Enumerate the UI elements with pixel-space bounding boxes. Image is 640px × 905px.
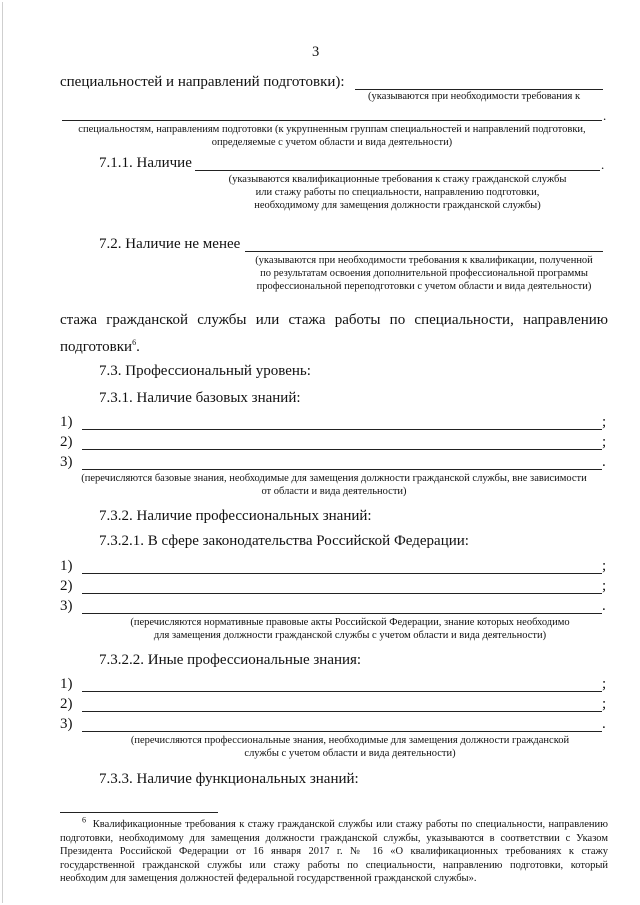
item-7322-heading: 7.3.2.2. Иные профессиональные знания:: [99, 652, 362, 668]
item-72-note-line-1: (указываются при необходимости требования к квалификации, полученной: [255, 255, 593, 266]
list-7321-num-3: 3): [60, 598, 73, 614]
footnote-6: [60, 815, 609, 886]
list-731-note: [60, 472, 608, 498]
item-732-heading: 7.3.2. Наличие профессиональных знаний:: [99, 508, 372, 524]
list-7322-note: [80, 734, 620, 760]
list-7321-note: [80, 616, 620, 642]
list-7321-note-line-1: (перечисляются нормативные правовые акты Российской Федерации, знание которых необходимо: [130, 617, 570, 628]
list-7321-num-1: 1): [60, 558, 73, 574]
stazh-line-2-text: подготовки: [60, 339, 133, 355]
item-73-heading: 7.3. Профессиональный уровень:: [99, 363, 311, 379]
item-711-note-line-3: необходимому для замещения должности гражданской службы): [254, 200, 541, 211]
list-7321-end-1: ;: [602, 558, 607, 574]
list-7322-end-3: .: [602, 716, 606, 732]
footnote-ref-6: 6: [132, 338, 137, 347]
item-7321-heading: 7.3.2.1. В сфере законодательства Российской Федерации:: [99, 533, 469, 549]
list-7321-end-3: .: [602, 598, 606, 614]
item-711-note-line-1: (указываются квалификационные требования к стажу гражданской службы: [228, 174, 567, 185]
stazh-line-2-end: .: [136, 339, 140, 355]
item-711-note: [195, 173, 600, 212]
list-7322-num-3: 3): [60, 716, 73, 732]
list-7322-num-1: 1): [60, 676, 73, 692]
item-72-note-line-3: профессиональной переподготовки с учетом области и вида деятельности): [256, 281, 592, 292]
list-731-note-line-1: (перечисляются базовые знания, необходимые для замещения должности гражданской службы, вне зависимости: [81, 473, 587, 484]
list-731-end-2: ;: [602, 434, 607, 450]
list-731-line-1: [82, 429, 602, 430]
spec-fill-line: [355, 89, 603, 90]
footnote-separator: [60, 812, 218, 813]
list-7322-line-2: [82, 711, 602, 712]
footnote-mark: 6: [82, 815, 86, 825]
list-7322-note-line-1: (перечисляются профессиональные знания, необходимые для замещения должности гражданской: [130, 735, 570, 746]
item-711-end-punct: .: [601, 157, 605, 172]
item-72-note-line-2: по результатам освоения дополнительной профессиональной программы: [260, 268, 588, 279]
list-7322-end-2: ;: [602, 696, 607, 712]
item-72-label: 7.2. Наличие не менее: [99, 236, 241, 252]
spec-end-punct: .: [603, 108, 607, 123]
list-7322-note-line-2: службы с учетом области и вида деятельности): [244, 748, 456, 759]
item-711-note-line-2: или стажу работы по специальности, направлению подготовки,: [255, 187, 540, 198]
list-731-num-1: 1): [60, 414, 73, 430]
list-731-note-line-2: от области и вида деятельности): [261, 486, 407, 497]
item-711-fill-line: [195, 170, 600, 171]
list-731-end-3: .: [602, 454, 606, 470]
item-711-label: 7.1.1. Наличие: [99, 155, 192, 171]
list-7321-line-3: [82, 613, 602, 614]
spec-lead-text: специальностей и направлений подготовки):: [60, 74, 345, 90]
spec-fill-line-2: [62, 120, 602, 121]
list-7321-num-2: 2): [60, 578, 73, 594]
list-731-num-2: 2): [60, 434, 73, 450]
page-number: 3: [312, 44, 320, 60]
stazh-line-2: [60, 339, 140, 356]
spec-note-inline: (указываются при необходимости требования к: [368, 91, 581, 102]
list-731-end-1: ;: [602, 414, 607, 430]
list-7322-end-1: ;: [602, 676, 607, 692]
item-72-fill-line: [245, 251, 603, 252]
list-7321-note-line-2: для замещения должности гражданской службы с учетом области и вида деятельности): [153, 630, 547, 641]
list-731-line-3: [82, 469, 602, 470]
footnote-text: Квалификационные требования к стажу гражданской службы или стажу работы по специальности, направлению подготовки, необходимому для замещения должности гражданской службы, указываются в соответствии с Указом Президента Российской Федерации от 16 января 2017 г. № 16 «О квалификационных требованиях к стажу государственной гражданской службы или стажу работы по специальности, направлению подготовки, который необходим для замещения должностей федеральной государственной гражданской службы».: [60, 819, 609, 884]
list-7322-num-2: 2): [60, 696, 73, 712]
spec-note-line-2: определяемые с учетом области и вида деятельности): [211, 137, 453, 148]
list-7321-line-1: [82, 573, 602, 574]
item-731-heading: 7.3.1. Наличие базовых знаний:: [99, 390, 301, 406]
item-72-note: [240, 254, 608, 293]
list-731-line-2: [82, 449, 602, 450]
list-7322-line-3: [82, 731, 602, 732]
list-7322-line-1: [82, 691, 602, 692]
list-7321-end-2: ;: [602, 578, 607, 594]
item-733-heading: 7.3.3. Наличие функциональных знаний:: [99, 771, 359, 787]
stazh-line-1: стажа гражданской службы или стажа работы по специальности, направлению: [60, 312, 608, 328]
spec-note-line-1: специальностям, направлениям подготовки (к укрупненным группам специальностей и направлений подготовки,: [78, 124, 586, 135]
spec-note: [62, 123, 602, 149]
list-7321-line-2: [82, 593, 602, 594]
list-731-num-3: 3): [60, 454, 73, 470]
